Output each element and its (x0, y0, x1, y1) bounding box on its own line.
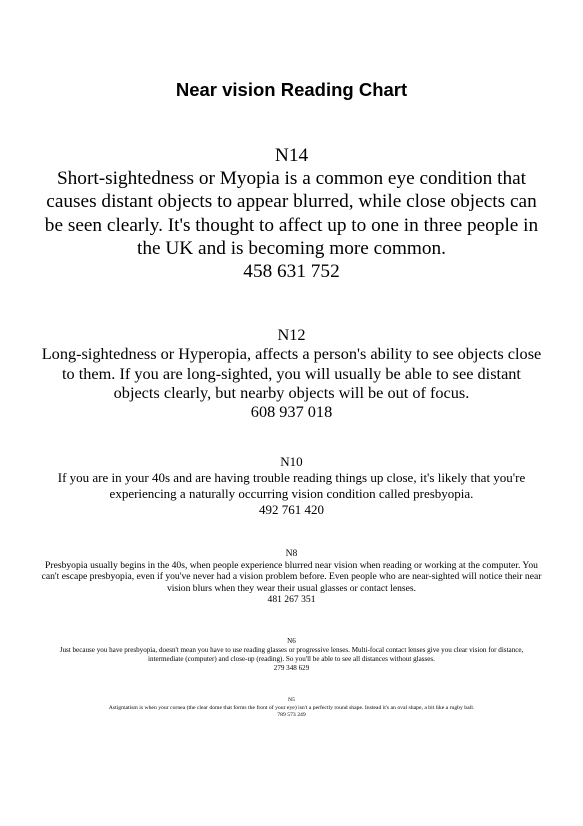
reading-number: 789 573 249 (277, 712, 306, 719)
reading-paragraph: Long-sightedness or Hyperopia, affects a person's ability to see objects close to them. If you are long-sighted, you will usually be able to see distant objects clearly, but nearby objects will be out of focus. (41, 344, 542, 402)
size-label: N8 (285, 548, 298, 559)
reading-paragraph: Presbyopia usually begins in the 40s, when people experience blurred near vision when reading or working at the computer. You can't escape presbyopia, even if you've never had a vision problem before. Even people who are near-sighted will notice their near vision blurs when they wear their usual glasses or contact lenses. (41, 559, 542, 594)
reading-number: 458 631 752 (243, 261, 340, 283)
reading-number: 608 937 018 (250, 402, 333, 422)
reading-section-n14 (36, 144, 547, 283)
reading-paragraph: Astigmatism is when your cornea (the clear dome that forms the front of your eye) isn't a perfectly round shape. Instead it's an oval shape, a bit like a rugby ball. (108, 704, 475, 711)
page-title: Near vision Reading Chart (175, 79, 408, 100)
reading-paragraph: Just because you have presbyopia, doesn't mean you have to use reading glasses or progressive lenses. Multi-focal contact lenses give you clear vision for distance, intermediate (computer) and close-up (reading). So you'll be able to see all distances without glasses. (59, 646, 524, 663)
reading-section-n10 (44, 454, 539, 518)
size-label: N12 (277, 325, 306, 344)
size-label: N10 (280, 454, 303, 469)
size-label: N14 (274, 145, 309, 166)
reading-number: 481 267 351 (267, 594, 316, 605)
reading-section-n5 (56, 697, 527, 720)
reading-paragraph: Short-sightedness or Myopia is a common eye condition that causes distant objects to appear blurred, while close objects can be seen clearly. It's thought to affect up to one in three people in the UK and is becoming more common. (44, 168, 539, 259)
reading-number: 492 761 420 (259, 502, 324, 517)
reading-section-n12 (40, 325, 543, 421)
size-label: N5 (288, 697, 295, 703)
reading-number: 279 348 629 (273, 664, 310, 672)
reading-section-n8 (40, 548, 543, 606)
size-label: N6 (287, 637, 296, 645)
reading-paragraph: If you are in your 40s and are having trouble reading things up close, it's likely that you're experiencing a naturally occurring vision condition called presbyopia. (57, 470, 526, 501)
reading-section-n6 (44, 637, 539, 673)
